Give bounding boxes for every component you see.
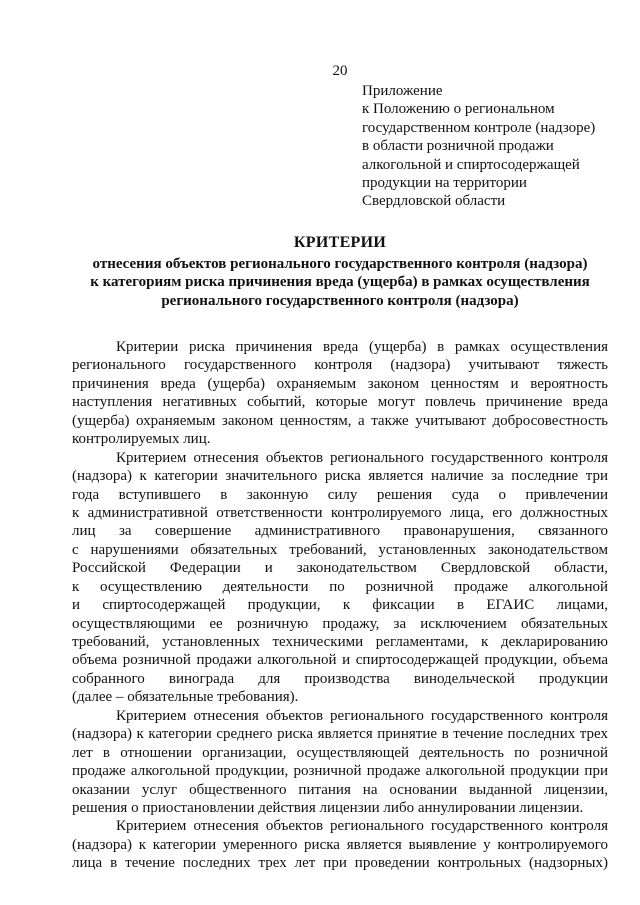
paragraph-line: с нарушениями обязательных требований, установленных законодательством [72, 541, 608, 558]
paragraph [72, 817, 608, 872]
paragraph-line: года вступившего в законную силу решения суда о привлечении [72, 486, 608, 503]
paragraph [72, 449, 608, 707]
document-title [60, 233, 620, 310]
paragraph [72, 338, 608, 449]
paragraph-line: собранного винограда для производства винодельческой продукции [72, 670, 608, 687]
paragraph [72, 707, 608, 818]
paragraph-line: к административной ответственности контролируемого лица, его должностных [72, 504, 608, 521]
appendix-line: Приложение [362, 83, 443, 99]
title-line: отнесения объектов регионального государственного контроля (надзора) [92, 256, 588, 272]
paragraph-line: продаже алкогольной продукции, розничной продаже алкогольной продукции при [72, 763, 608, 780]
title-heading: КРИТЕРИИ [293, 234, 387, 251]
paragraph-line: (ущерба) охраняемым законом ценностям, а также учитывают добросовестность [72, 412, 608, 429]
paragraph-line: требований, установленных техническими регламентами, к декларированию [72, 634, 608, 650]
paragraph-line: причинения вреда (ущерба) охраняемым законом ценностям и вероятность [72, 375, 608, 392]
paragraph-line: лет в отношении организации, осуществляющей деятельность по розничной [72, 744, 608, 761]
appendix-header [362, 82, 622, 211]
document-body [72, 338, 608, 873]
paragraph-line: контролируемых лиц. [72, 431, 211, 448]
paragraph-line: Критерии риска причинения вреда (ущерба) в рамках осуществления [116, 339, 608, 355]
paragraph-line: оказании услуг общественного питания на основании выданной лицензии, [72, 781, 608, 798]
paragraph-line: (далее – обязательные требования). [72, 689, 299, 706]
paragraph-line: Критерием отнесения объектов регионального государственного контроля [116, 818, 608, 835]
appendix-line: алкогольной и спиртосодержащей [362, 156, 580, 173]
paragraph-line: лиц за совершение административного правонарушения, связанного [72, 523, 608, 540]
title-line: к категориям риска причинения вреда (ущерба) в рамках осуществления [90, 274, 590, 291]
page-number: 20 [332, 63, 348, 79]
appendix-line: в области розничной продажи [362, 138, 554, 155]
title-line: регионального государственного контроля (надзора) [161, 292, 519, 309]
appendix-line: продукции на территории [362, 175, 527, 192]
paragraph-line: осуществляющими ее розничную продажу, за исключением обязательных [72, 615, 608, 632]
title-subheading [60, 255, 620, 310]
paragraph-line: решения о приостановлении действия лицензии либо аннулировании лицензии. [72, 799, 584, 816]
appendix-line: к Положению о региональном [362, 101, 555, 118]
paragraph-line: Критерием отнесения объектов регионального государственного контроля [116, 449, 608, 466]
paragraph-line: Российской Федерации и законодательством Свердловской области, [72, 560, 608, 577]
paragraph-line: к осуществлению деятельности по розничной продаже алкогольной [72, 578, 608, 595]
appendix-line: Свердловской области [362, 193, 506, 210]
paragraph-line: (надзора) к категории среднего риска является принятие в течение последних трех [72, 726, 608, 743]
paragraph-line: объема розничной продажи алкогольной и спиртосодержащей продукции, объема [72, 652, 608, 669]
paragraph-line: наступления негативных событий, которые могут повлечь причинение вреда [72, 394, 608, 411]
paragraph-line: и спиртосодержащей продукции, к фиксации в ЕГАИС лицами, [72, 597, 608, 614]
paragraph-line: регионального государственного контроля (надзора) учитывают тяжесть [72, 357, 608, 374]
paragraph-line: Критерием отнесения объектов регионального государственного контроля [116, 707, 608, 724]
paragraph-line: (надзора) к категории значительного риска является наличие за последние три [72, 468, 608, 485]
paragraph-line: (надзора) к категории умеренного риска является выявление у контролируемого [72, 836, 608, 853]
appendix-line: государственном контроле (надзоре) [362, 119, 596, 136]
paragraph-line: лица в течение последних трех лет при проведении контрольных (надзорных) [72, 855, 608, 872]
